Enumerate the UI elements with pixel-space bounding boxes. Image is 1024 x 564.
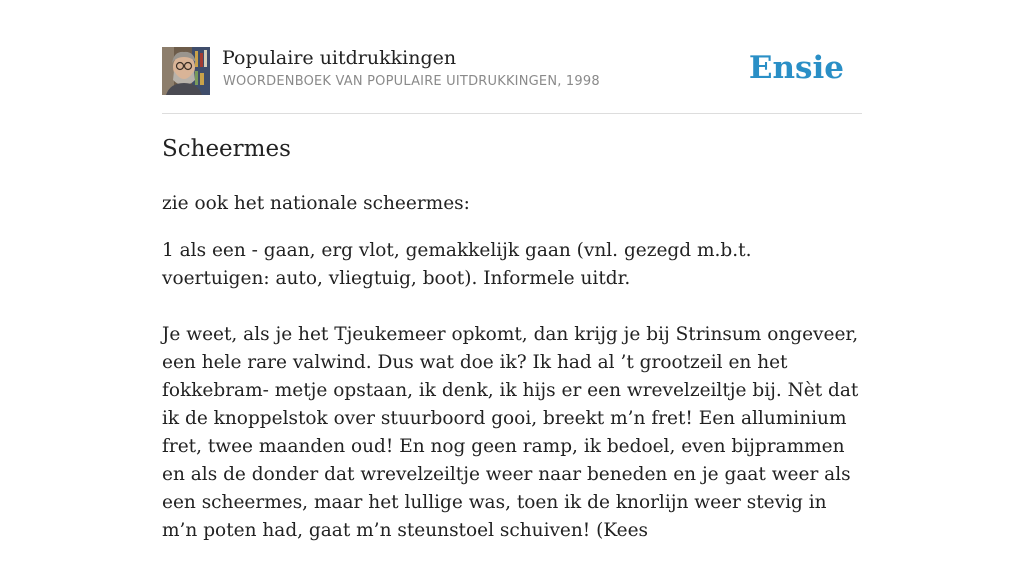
author-avatar[interactable] (162, 47, 210, 95)
entry-title: Scheermes (162, 136, 291, 162)
header-divider (162, 113, 862, 114)
source-title[interactable]: Populaire uitdrukkingen (222, 47, 457, 69)
definition-text: 1 als een - gaan, erg vlot, gemakkelijk gaan (vnl. gezegd m.b.t. voertuigen: auto, vliegtuig, boot). Informele uitdr. (162, 240, 752, 289)
example-quote: Je weet, als je het Tjeukemeer opkomt, dan krijg je bij Strinsum ongeveer, een hele rare valwind. Dus wat doe ik? Ik had al ’t grootzeil en het fokkebram- metje opstaan, ik denk, ik hijs er een wrevelzeiltje bij. Nèt dat ik de knoppelstok over stuurboord gooi, breekt m’n fret! Een alluminium fret, twee maanden oud! En nog geen ramp, ik bedoel, even bijprammen en als de donder dat wrevelzeiltje weer naar beneden en je gaat weer als een scheermes, maar het lullige was, toen ik de knorlijn weer stevig in m’n poten had, gaat m’n steunstoel schuiven! (Kees (162, 324, 859, 541)
source-header (162, 47, 862, 95)
author-portrait-icon (162, 47, 210, 95)
entry-content (162, 190, 862, 564)
see-also-text: zie ook het nationale scheermes: (162, 193, 470, 214)
ensie-logo[interactable]: Ensie (748, 50, 844, 86)
source-subtitle: WOORDENBOEK VAN POPULAIRE UITDRUKKINGEN, 1998 (223, 74, 600, 89)
